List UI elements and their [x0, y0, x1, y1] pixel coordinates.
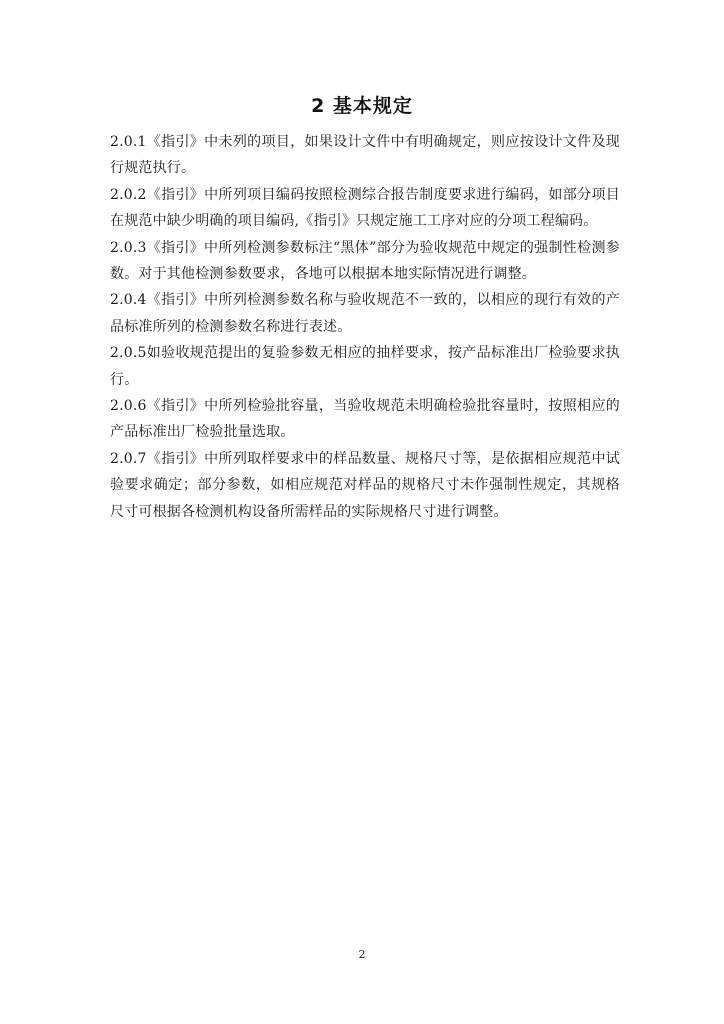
paragraph-2-0-3: 2.0.3《指引》中所列检测参数标注“黑体”部分为验收规范中规定的强制性检测参数。对于其他检测参数要求，各地可以根据本地实际情况进行调整。: [110, 239, 620, 283]
page-number: 2: [358, 948, 366, 961]
section-body: [110, 129, 620, 525]
section-title: 2 基本规定: [311, 95, 413, 117]
paragraph-2-0-5: 2.0.5如验收规范提出的复验参数无相应的抽样要求，按产品标准出厂检验要求执行。: [110, 345, 620, 388]
paragraph-2-0-1: 2.0.1《指引》中未列的项目，如果设计文件中有明确规定，则应按设计文件及现行规范执行。: [110, 134, 620, 177]
paragraph-2-0-7: 2.0.7《指引》中所列取样要求中的样品数量、规格尺寸等，是依据相应规范中试验要求确定；部分参数，如相应规范对样品的规格尺寸未作强制性规定，其规格尺寸可根据各检测机构设备所需样品的实际规格尺寸进行调整。: [110, 450, 620, 520]
paragraph-2-0-6: 2.0.6《指引》中所列检验批容量，当验收规范未明确检验批容量时，按照相应的产品标准出厂检验批量选取。: [110, 398, 620, 441]
paragraph-2-0-2: 2.0.2《指引》中所列项目编码按照检测综合报告制度要求进行编码，如部分项目在规范中缺少明确的项目编码,《指引》只规定施工工序对应的分项工程编码。: [110, 186, 620, 230]
paragraph-2-0-4: 2.0.4《指引》中所列检测参数名称与验收规范不一致的，以相应的现行有效的产品标准所列的检测参数名称进行表述。: [110, 292, 620, 335]
